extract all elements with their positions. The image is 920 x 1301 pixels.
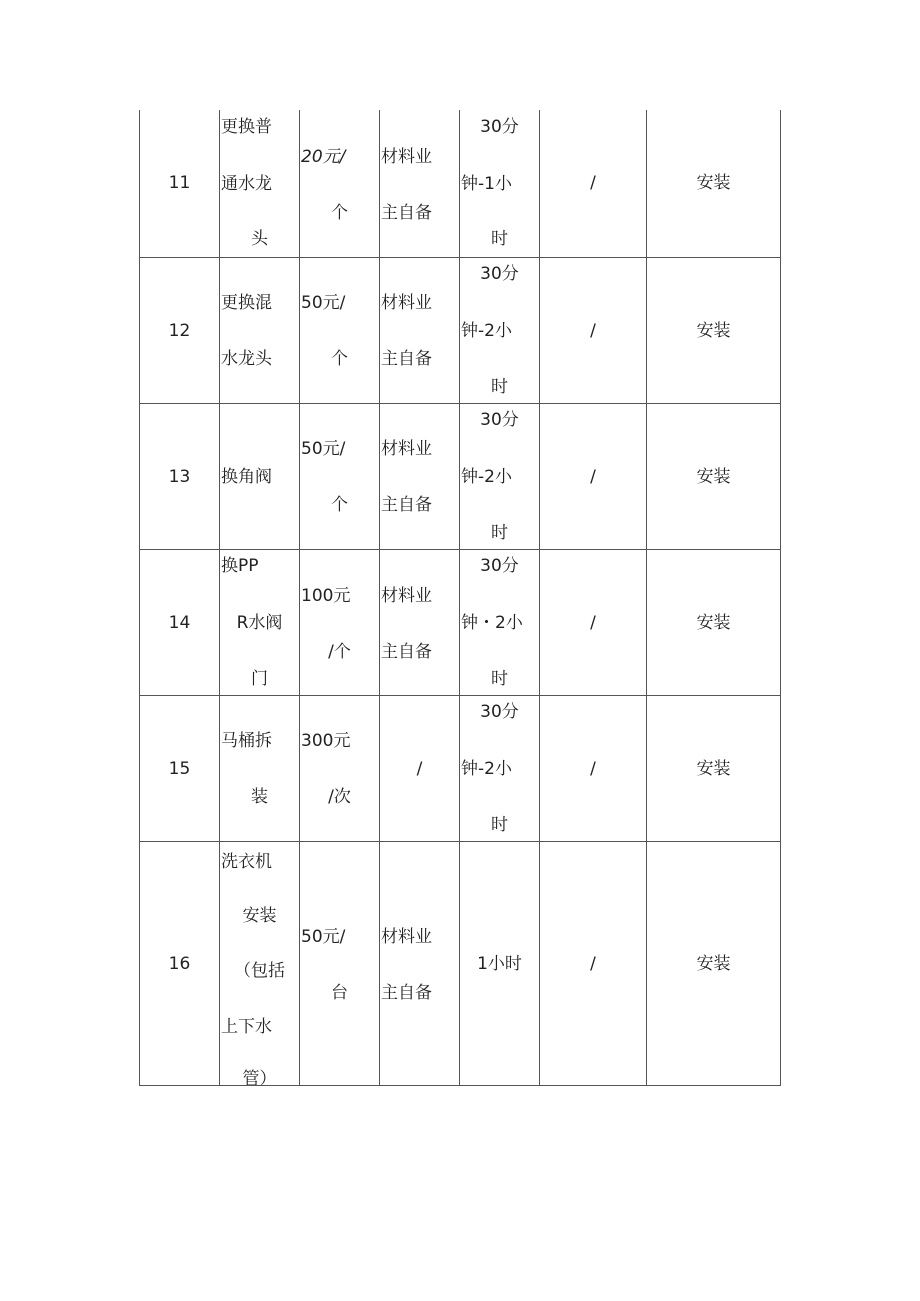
material-cell xyxy=(380,696,460,841)
material-cell xyxy=(380,550,460,695)
material-cell xyxy=(380,404,460,549)
note-value: / xyxy=(590,467,596,487)
duration-cell xyxy=(460,550,540,695)
duration-line: 时 xyxy=(491,229,508,249)
duration-line: 时 xyxy=(491,523,508,543)
duration-line: 钟-2小 xyxy=(461,321,512,341)
price-cell xyxy=(300,842,380,1086)
service-item-line: （包括 xyxy=(234,961,285,981)
material-line: 主自备 xyxy=(381,203,432,223)
service-type-cell xyxy=(647,550,781,695)
material-line: 材料业 xyxy=(381,293,432,313)
price-line: 300元 xyxy=(301,731,351,751)
duration-line: 钟・2小 xyxy=(461,613,523,633)
note-value: / xyxy=(590,613,596,633)
table-row xyxy=(140,696,781,842)
row-number-cell xyxy=(140,404,220,549)
service-item-cell xyxy=(220,110,300,257)
material-line: 材料业 xyxy=(381,927,432,947)
price-line: /次 xyxy=(328,787,351,807)
service-item-cell xyxy=(220,404,300,549)
row-number: 15 xyxy=(168,759,191,779)
table-row xyxy=(140,258,781,404)
note-value: / xyxy=(590,173,596,193)
price-line: 20元/ xyxy=(301,147,346,167)
service-type: 安装 xyxy=(696,613,731,633)
service-item-cell xyxy=(220,550,300,695)
service-item-cell xyxy=(220,842,300,1086)
note-value: / xyxy=(590,759,596,779)
service-type: 安装 xyxy=(696,173,731,193)
service-item-line: 装 xyxy=(251,787,268,807)
note-cell xyxy=(540,110,647,257)
price-line: 个 xyxy=(331,495,348,515)
note-value: / xyxy=(590,954,596,974)
row-number-cell xyxy=(140,550,220,695)
row-number-cell xyxy=(140,696,220,841)
price-line: 50元/ xyxy=(301,293,346,313)
price-cell xyxy=(300,404,380,549)
duration-line: 30分 xyxy=(480,410,519,430)
service-item-cell xyxy=(220,696,300,841)
duration-cell xyxy=(460,842,540,1086)
price-table xyxy=(139,110,781,1086)
material-cell xyxy=(380,110,460,257)
duration-line: 时 xyxy=(491,669,508,689)
duration-line: 时 xyxy=(491,377,508,397)
table-row xyxy=(140,404,781,550)
service-item-line: 水龙头 xyxy=(221,349,272,369)
duration-cell xyxy=(460,110,540,257)
service-item-line: 管） xyxy=(242,1069,277,1085)
note-cell xyxy=(540,258,647,403)
price-line: 50元/ xyxy=(301,439,346,459)
material-line: 主自备 xyxy=(381,983,432,1003)
duration-cell xyxy=(460,696,540,841)
price-line: /个 xyxy=(328,642,351,662)
price-line: 个 xyxy=(331,203,348,223)
note-value: / xyxy=(590,321,596,341)
service-item-line: 更换混 xyxy=(221,293,272,313)
service-type-cell xyxy=(647,404,781,549)
price-cell xyxy=(300,550,380,695)
row-number-cell xyxy=(140,258,220,403)
price-line: 个 xyxy=(331,349,348,369)
service-item-line: 头 xyxy=(251,229,268,249)
material-line: 材料业 xyxy=(381,439,432,459)
duration-cell xyxy=(460,258,540,403)
duration-line: 钟-2小 xyxy=(461,467,512,487)
service-item-line: 上下水 xyxy=(221,1017,272,1037)
service-type-cell xyxy=(647,110,781,257)
duration-line: 30分 xyxy=(480,556,519,576)
service-type: 安装 xyxy=(696,759,731,779)
service-type: 安装 xyxy=(696,954,731,974)
material-line: 主自备 xyxy=(381,495,432,515)
material-line: 主自备 xyxy=(381,349,432,369)
service-item-line: 更换普 xyxy=(221,117,272,137)
price-cell xyxy=(300,258,380,403)
duration-line: 30分 xyxy=(480,117,519,137)
service-item-cell xyxy=(220,258,300,403)
service-type-cell xyxy=(647,258,781,403)
service-item-line: 马桶拆 xyxy=(221,731,272,751)
service-type-cell xyxy=(647,842,781,1086)
service-item-line: 安装 xyxy=(242,906,277,926)
row-number: 13 xyxy=(168,467,191,487)
duration-cell xyxy=(460,404,540,549)
row-number: 14 xyxy=(168,613,191,633)
row-number: 16 xyxy=(168,954,191,974)
service-item-line: 换角阀 xyxy=(221,467,272,487)
row-number-cell xyxy=(140,110,220,257)
note-cell xyxy=(540,842,647,1086)
price-line: 台 xyxy=(331,983,348,1003)
table-row xyxy=(140,550,781,696)
price-cell xyxy=(300,110,380,257)
duration-line: 时 xyxy=(491,815,508,835)
material-line: / xyxy=(416,759,423,779)
note-cell xyxy=(540,696,647,841)
price-line: 100元 xyxy=(301,586,351,606)
service-item-line: 通水龙 xyxy=(221,174,272,194)
service-type: 安装 xyxy=(696,467,731,487)
price-cell xyxy=(300,696,380,841)
material-line: 材料业 xyxy=(381,147,432,167)
note-cell xyxy=(540,550,647,695)
duration-line: 30分 xyxy=(480,264,519,284)
price-line: 50元/ xyxy=(301,927,346,947)
table-row xyxy=(140,110,781,258)
duration-line: 30分 xyxy=(480,702,519,722)
duration-line: 钟-2小 xyxy=(461,759,512,779)
material-cell xyxy=(380,258,460,403)
service-item-line: 洗衣机 xyxy=(221,852,272,872)
row-number: 12 xyxy=(168,321,191,341)
service-type-cell xyxy=(647,696,781,841)
row-number-cell xyxy=(140,842,220,1086)
note-cell xyxy=(540,404,647,549)
duration-line: 钟-1小 xyxy=(461,174,512,194)
service-item-line: R水阀 xyxy=(236,613,283,633)
service-item-line: 门 xyxy=(251,669,268,689)
table-row xyxy=(140,842,781,1086)
material-line: 主自备 xyxy=(381,642,432,662)
material-cell xyxy=(380,842,460,1086)
service-item-line: 换PP xyxy=(221,556,259,576)
service-type: 安装 xyxy=(696,321,731,341)
material-line: 材料业 xyxy=(381,586,432,606)
row-number: 11 xyxy=(168,173,191,193)
duration-line: 1小时 xyxy=(477,954,522,974)
